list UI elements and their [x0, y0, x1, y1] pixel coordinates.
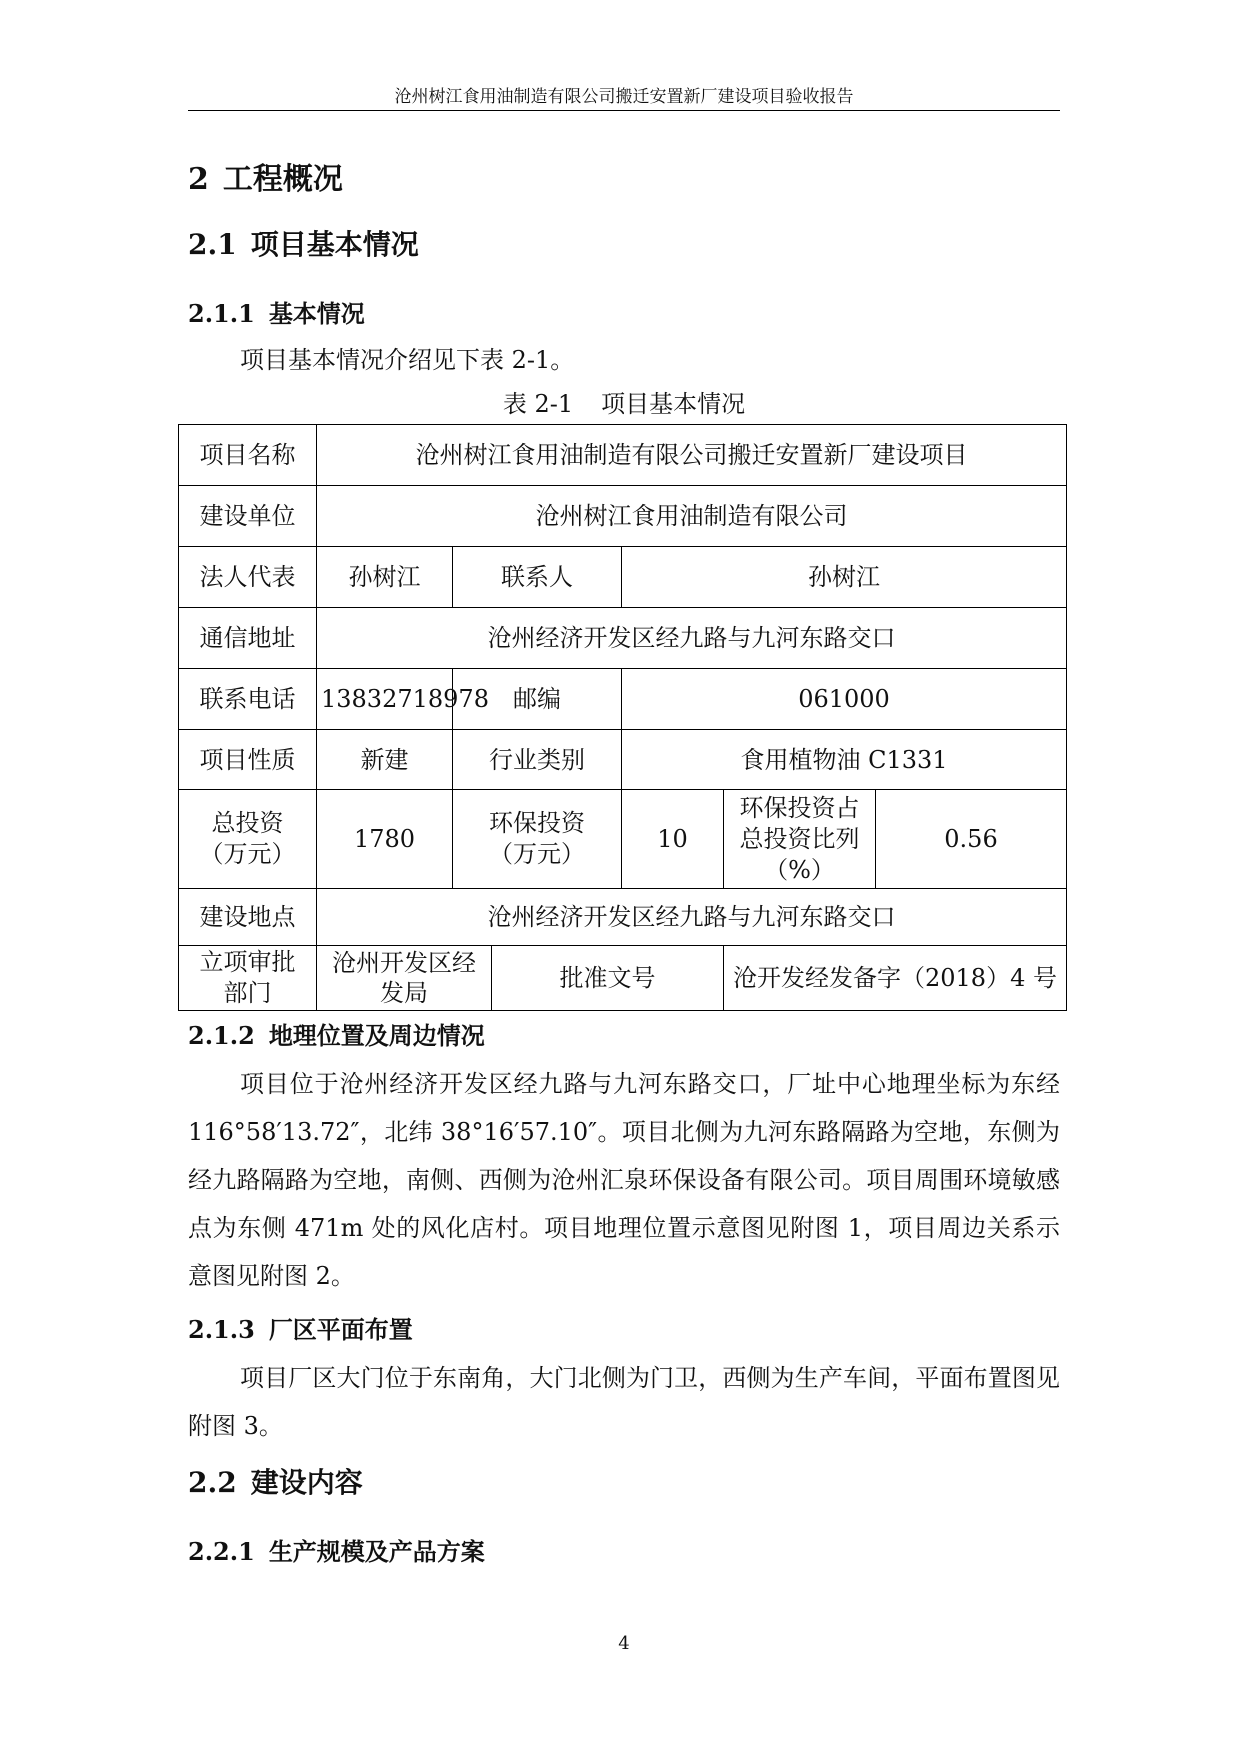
section-title: 项目基本情况	[250, 228, 419, 261]
table-row	[179, 669, 1067, 730]
section-number: 2.2	[188, 1466, 237, 1499]
cell-contact-value: 孙树江	[622, 547, 1067, 608]
table-caption	[188, 388, 1060, 420]
cell-total-invest-label	[179, 790, 317, 889]
header-rule	[188, 110, 1060, 111]
cell-line: （%）	[764, 855, 835, 884]
location-paragraph: 项目位于沧州经济开发区经九路与九河东路交口，厂址中心地理坐标为东经116°58′13.72″，北纬 38°16′57.10″。项目北侧为九河东路隔路为空地，东侧为经九路隔路为空地，南侧、西侧为沧州汇泉环保设备有限公司。项目周围环境敏感点为东侧 471m 处的风化店村。项目地理位置示意图见附图 1，项目周边关系示意图见附图 2。	[188, 1070, 1060, 1290]
table-row	[179, 889, 1067, 946]
cell-env-invest-value: 10	[622, 790, 724, 889]
cell-approval-no-label: 批准文号	[492, 946, 724, 1011]
cell-industry-label: 行业类别	[453, 730, 622, 790]
cell-phone-value: 13832718978	[317, 669, 453, 730]
table-row	[179, 946, 1067, 1011]
table-caption-number: 表 2-1	[502, 390, 574, 418]
cell-approval-dept-value: 沧州开发区经发局	[317, 946, 492, 1011]
section-number: 2.1.3	[188, 1315, 255, 1344]
cell-postcode-label: 邮编	[453, 669, 622, 730]
section-2-2-1-heading	[188, 1536, 485, 1568]
cell-ratio-label	[724, 790, 876, 889]
section-title: 生产规模及产品方案	[268, 1537, 485, 1566]
cell-address-label: 通信地址	[179, 608, 317, 669]
section-title: 基本情况	[268, 299, 365, 328]
section-title: 厂区平面布置	[268, 1315, 413, 1344]
cell-total-invest-value: 1780	[317, 790, 453, 889]
cell-line: 总投资比列	[739, 824, 860, 853]
section-2-1-3-heading	[188, 1314, 413, 1346]
section-number: 2.1	[188, 228, 237, 261]
cell-postcode-value: 061000	[622, 669, 1067, 730]
section-title: 建设内容	[250, 1466, 363, 1499]
cell-line: 环保投资	[489, 809, 585, 837]
cell-nature-value: 新建	[317, 730, 453, 790]
section-number: 2	[188, 162, 209, 197]
cell-approval-dept-label	[179, 946, 317, 1011]
table-caption-title: 项目基本情况	[601, 390, 746, 418]
project-info-table	[178, 424, 1067, 1011]
cell-legal-rep-label: 法人代表	[179, 547, 317, 608]
table-row	[179, 425, 1067, 486]
cell-approval-no-value: 沧开发经发备字（2018）4 号	[724, 946, 1067, 1011]
table-row	[179, 790, 1067, 889]
cell-line: （万元）	[489, 840, 585, 868]
section-2-heading	[188, 160, 343, 200]
cell-ratio-value: 0.56	[876, 790, 1067, 889]
section-2-1-heading	[188, 226, 419, 264]
section-number: 2.2.1	[188, 1537, 255, 1566]
cell-line: 部门	[223, 979, 272, 1007]
cell-phone-label: 联系电话	[179, 669, 317, 730]
cell-builder-label: 建设单位	[179, 486, 317, 547]
cell-line: （万元）	[199, 840, 296, 868]
section-2-1-2-heading	[188, 1020, 485, 1052]
cell-contact-label: 联系人	[453, 547, 622, 608]
cell-project-name-label: 项目名称	[179, 425, 317, 486]
cell-builder-value: 沧州树江食用油制造有限公司	[317, 486, 1067, 547]
intro-paragraph: 项目基本情况介绍见下表 2-1。	[240, 346, 575, 374]
table-row	[179, 486, 1067, 547]
table-row	[179, 730, 1067, 790]
cell-env-invest-label	[453, 790, 622, 889]
section-title: 地理位置及周边情况	[268, 1021, 485, 1050]
cell-line: 立项审批	[199, 948, 296, 976]
running-header: 沧州树江食用油制造有限公司搬迁安置新厂建设项目验收报告	[394, 87, 854, 107]
cell-nature-label: 项目性质	[179, 730, 317, 790]
cell-address-value: 沧州经济开发区经九路与九河东路交口	[317, 608, 1067, 669]
section-number: 2.1.2	[188, 1021, 255, 1050]
layout-paragraph: 项目厂区大门位于东南角，大门北侧为门卫，西侧为生产车间，平面布置图见附图 3。	[188, 1364, 1060, 1440]
table-row	[179, 547, 1067, 608]
cell-site-value: 沧州经济开发区经九路与九河东路交口	[317, 889, 1067, 946]
page-number: 4	[618, 1633, 630, 1654]
section-title: 工程概况	[222, 162, 343, 197]
cell-industry-value: 食用植物油 C1331	[622, 730, 1067, 790]
table-row	[179, 608, 1067, 669]
cell-line: 总投资	[211, 809, 284, 837]
cell-line: 环保投资占	[739, 793, 860, 822]
section-2-2-heading	[188, 1464, 363, 1502]
section-2-1-1-heading	[188, 298, 365, 330]
section-number: 2.1.1	[188, 299, 255, 328]
cell-site-label: 建设地点	[179, 889, 317, 946]
cell-legal-rep-value: 孙树江	[317, 547, 453, 608]
cell-project-name-value: 沧州树江食用油制造有限公司搬迁安置新厂建设项目	[317, 425, 1067, 486]
